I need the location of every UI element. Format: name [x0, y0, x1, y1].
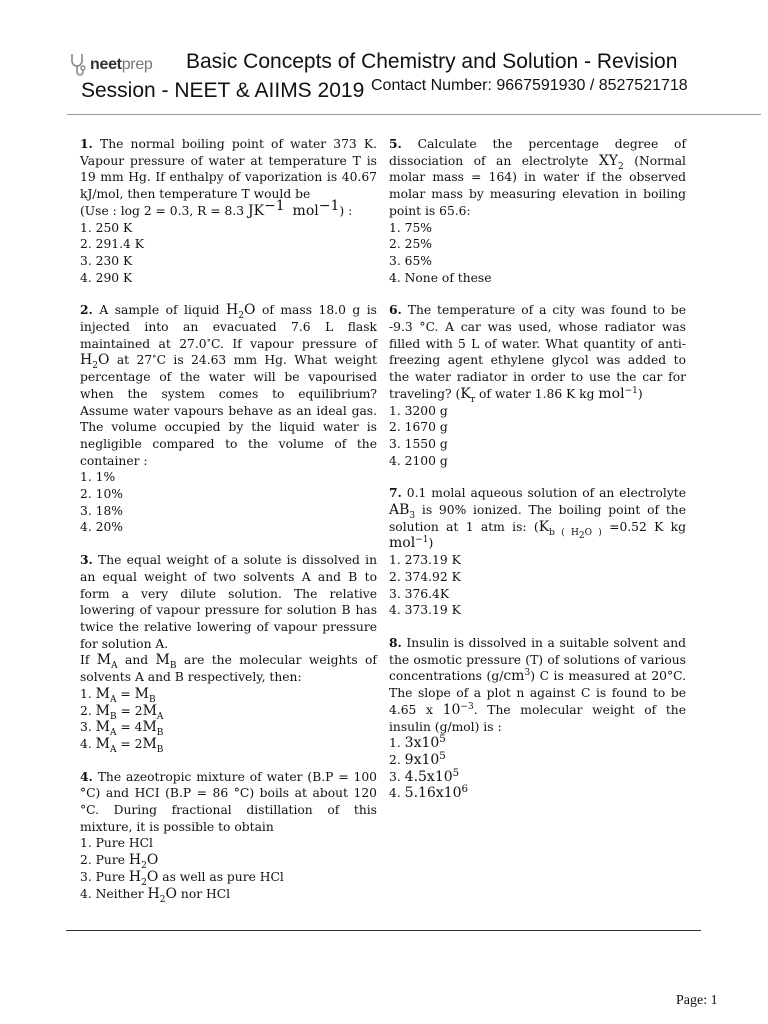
option: 2. Pure $H_2O$ [80, 852, 159, 871]
option: 4. 20% [80, 520, 123, 535]
footer-divider [66, 930, 701, 931]
option: 1. 273.19 K [389, 553, 461, 568]
question-hint: (Use : log 2 = 0.3, R = 8.3 $JK^{-1}$ mol$^{-1}$) : [80, 197, 353, 219]
question-text: 5. Calculate the percentage degree of dissociation of an electrolyte $XY_2$ (Normal molar mass = 164) in water if the observed molar mass by measuring elevation in boiling point is 65.6: [389, 136, 686, 218]
logo-text-bold: neet [90, 56, 122, 73]
question-8 [389, 635, 686, 802]
document-title-line1: Basic Concepts of Chemistry and Solution - Revision [186, 50, 678, 73]
neetprep-logo [68, 52, 153, 78]
question-text: 1. The normal boiling point of water 373 K. Vapour pressure of water at temperature T is 19 mm Hg. If enthalpy of vaporization is 40.67 kJ/mol, then temperature T would be [80, 136, 377, 202]
page-number: Page: 1 [676, 993, 718, 1008]
option: 4. 290 K [80, 270, 133, 285]
question-text: 4. The azeotropic mixture of water (B.P = 100 °C) and HCI (B.P = 86 °C) boils at about 120 °C. During fractional distillation of this mixture, it is possible to obtain [80, 768, 377, 834]
left-column [80, 136, 377, 918]
question-1 [80, 136, 377, 286]
option: 3. 1550 g [389, 436, 448, 451]
option: 1. $M_A = M_B$ [80, 685, 156, 705]
option: 4. $M_A = 2M_B$ [80, 735, 164, 755]
option: 4. None of these [389, 270, 492, 285]
option: 1. 250 K [80, 220, 133, 235]
question-2 [80, 302, 377, 536]
document-title-line2: Session - NEET & AIIMS 2019 [81, 79, 365, 102]
option: 2. 10% [80, 487, 123, 502]
option: 4. Neither $H_2O$ nor HCl [80, 885, 231, 905]
option: 2. 1670 g [389, 420, 448, 435]
stethoscope-icon [68, 52, 88, 78]
question-text: 7. 0.1 molal aqueous solution of an electrolyte $AB_3$ is 90% ionized. The boiling point of the solution at 1 atm is: ($K_{b ( H_2O )} =0.52$ K kg mol$^{-1}$) [389, 485, 687, 552]
option: 2. $M_B = 2M_A$ [80, 702, 164, 722]
option: 2. 25% [389, 237, 432, 252]
option: 3. 65% [389, 253, 432, 268]
option: 1. 1% [80, 470, 116, 485]
option: 4. $5.16x10^6$ [389, 783, 469, 802]
question-text: 2. A sample of liquid $H_2O$ of mass 18.0 g is injected into an evacuated 7.6 L flask maintained at 27.0∘C. If vapour pressure of $H_2O$ at 27∘C is 24.63 mm Hg. What weight percentage of the water will be vapourised when the system comes to equilibrium? Assume water vapours behave as an ideal gas. The volume occupied by the liquid water is negligible compared to the volume of the container : [80, 302, 378, 468]
option: 1. 3200 g [389, 403, 448, 418]
question-6 [389, 302, 686, 469]
option: 3. $M_A = 4M_B$ [80, 719, 164, 738]
question-text: 6. The temperature of a city was found to be -9.3 °C. A car was used, whose radiator was filled with 5 L of water. What quantity of anti-freezing agent ethylene glycol was added to the water radiator in order to use the car for traveling? ($K_r$ of water 1.86 K kg mol$^{-1}$) [389, 302, 686, 405]
contact-number: Contact Number: 9667591930 / 8527521718 [371, 77, 688, 94]
logo-text-light: prep [121, 56, 153, 73]
option: 1. 75% [389, 220, 432, 235]
option: 3. Pure $H_2O$ as well as pure HCl [80, 868, 284, 888]
option: 3. 376.4K [389, 586, 450, 601]
question-3 [80, 552, 377, 755]
option: 3. 230 K [80, 253, 133, 268]
option: 2. $9x10^5$ [389, 749, 446, 768]
option: 1. $3x10^5$ [389, 733, 446, 752]
option: 4. 2100 g [389, 453, 448, 468]
question-text: 8. Insulin is dissolved in a suitable solvent and the osmotic pressure (T) of solutions of various concentrations $(g/cm^3)$ C is measured at 20°C. The slope of a plot n against C is found to be 4.65 x $10^{-3}$. The molecular weight of the insulin (g/mol) is : [389, 634, 686, 734]
option: 2. 374.92 K [389, 569, 461, 584]
header-divider [67, 114, 761, 115]
question-5 [389, 136, 686, 286]
option: 1. Pure HCl [80, 836, 153, 851]
question-text: If $M_A$ and $M_B$ are the molecular weights of solvents A and B respectively, then: [80, 652, 377, 685]
question-4 [80, 769, 377, 903]
option: 2. 291.4 K [80, 237, 144, 252]
option: 4. 373.19 K [389, 603, 461, 618]
right-column [389, 136, 686, 818]
page-header [0, 0, 768, 115]
question-text: 3. The equal weight of a solute is dissolved in an equal weight of two solvents A and B to form a very dilute solution. The relative lowering of vapour pressure for solution B has twice the relative lowering of vapour pressure for solution A. [80, 552, 377, 651]
option: 3. $4.5x10^5$ [389, 766, 460, 785]
question-7 [389, 485, 686, 619]
option: 3. 18% [80, 503, 123, 518]
